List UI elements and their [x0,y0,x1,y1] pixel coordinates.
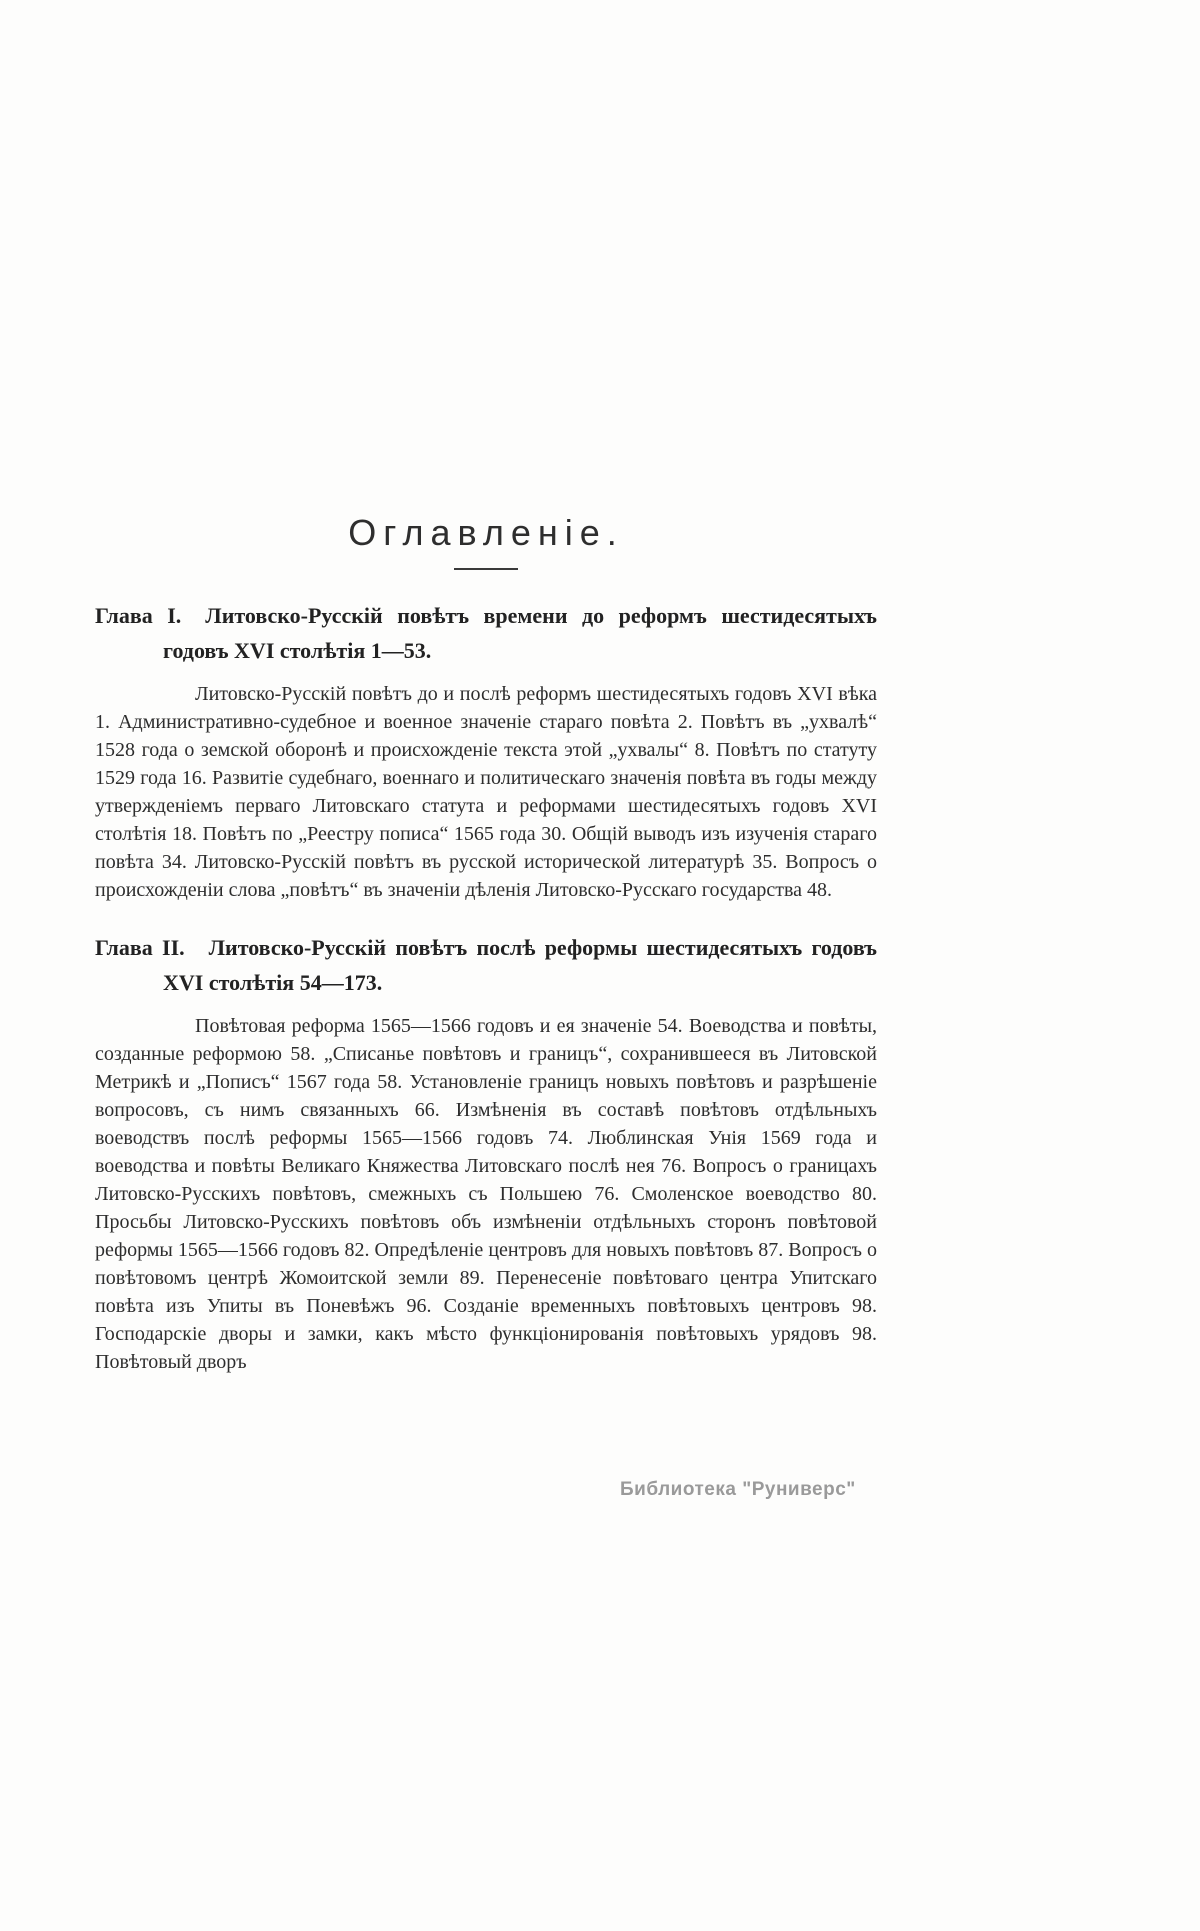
library-watermark: Библиотека "Руниверс" [620,1479,856,1500]
chapter-1-title: Литовско-Русскій повѣтъ времени до реформъ шестидесятыхъ годовъ XVI столѣтія 1—53. [163,603,877,663]
chapter-2-label: Глава II. [95,935,185,960]
chapter-2-title: Литовско-Русскій повѣтъ послѣ реформы шестидесятыхъ годовъ XVI столѣтія 54—173. [163,935,877,995]
chapter-2-section [95,930,877,1376]
page-title: Оглавленіе. [348,512,624,553]
title-divider [454,568,518,570]
chapter-1-heading [95,598,877,668]
chapter-1-section [95,598,877,904]
chapter-2-summary: Повѣтовая реформа 1565—1566 годовъ и ея значеніе 54. Воеводства и повѣты, созданные реформою 58. „Списанье повѣтовъ и границъ“, сохранившееся въ Литовской Метрикѣ и „Пописъ“ 1567 года 58. Установленіе границъ новыхъ повѣтовъ и разрѣшеніе вопросовъ, съ нимъ связанныхъ 66. Измѣненія въ составѣ повѣтовъ отдѣльныхъ воеводствъ послѣ реформы 1565—1566 годовъ 74. Люблинская Унія 1569 года и воеводства и повѣты Великаго Княжества Литовскаго послѣ нея 76. Вопросъ о границахъ Литовско-Русскихъ повѣтовъ, смежныхъ съ Польшею 76. Смоленское воеводство 80. Просьбы Литовско-Русскихъ повѣтовъ объ измѣненіи отдѣльныхъ сторонъ повѣтовой реформы 1565—1566 годовъ 82. Опредѣленіе центровъ для новыхъ повѣтовъ 87. Вопросъ о повѣтовомъ центрѣ Жомоитской земли 89. Перенесеніе повѣтоваго центра Упитскаго повѣта изъ Упиты въ Поневѣжъ 96. Созданіе временныхъ повѣтовыхъ центровъ 98. Господарскіе дворы и замки, какъ мѣсто функціонированія повѣтовыхъ урядовъ 98. Повѣтовый дворъ [95,1015,877,1373]
chapter-2-heading [95,930,877,1000]
chapter-1-label: Глава I. [95,603,182,628]
toc-content [95,512,877,1402]
chapter-1-summary: Литовско-Русскій повѣтъ до и послѣ реформъ шестидесятыхъ годовъ XVI вѣка 1. Административно-судебное и военное значеніе стараго повѣта 2. Повѣтъ въ „ухвалѣ“ 1528 года о земской оборонѣ и происхожденіе текста этой „ухвалы“ 8. Повѣтъ по статуту 1529 года 16. Развитіе судебнаго, военнаго и политическаго значенія повѣта въ годы между утвержденіемъ перваго Литовскаго статута и реформами шестидесятыхъ годовъ XVI столѣтія 18. Повѣтъ по „Реестру пописа“ 1565 года 30. Общій выводъ изъ изученія стараго повѣта 34. Литовско-Русскій повѣтъ въ русской исторической литературѣ 35. Вопросъ о происхожденіи слова „повѣтъ“ въ значеніи дѣленія Литовско-Русскаго государства 48. [95,683,877,901]
